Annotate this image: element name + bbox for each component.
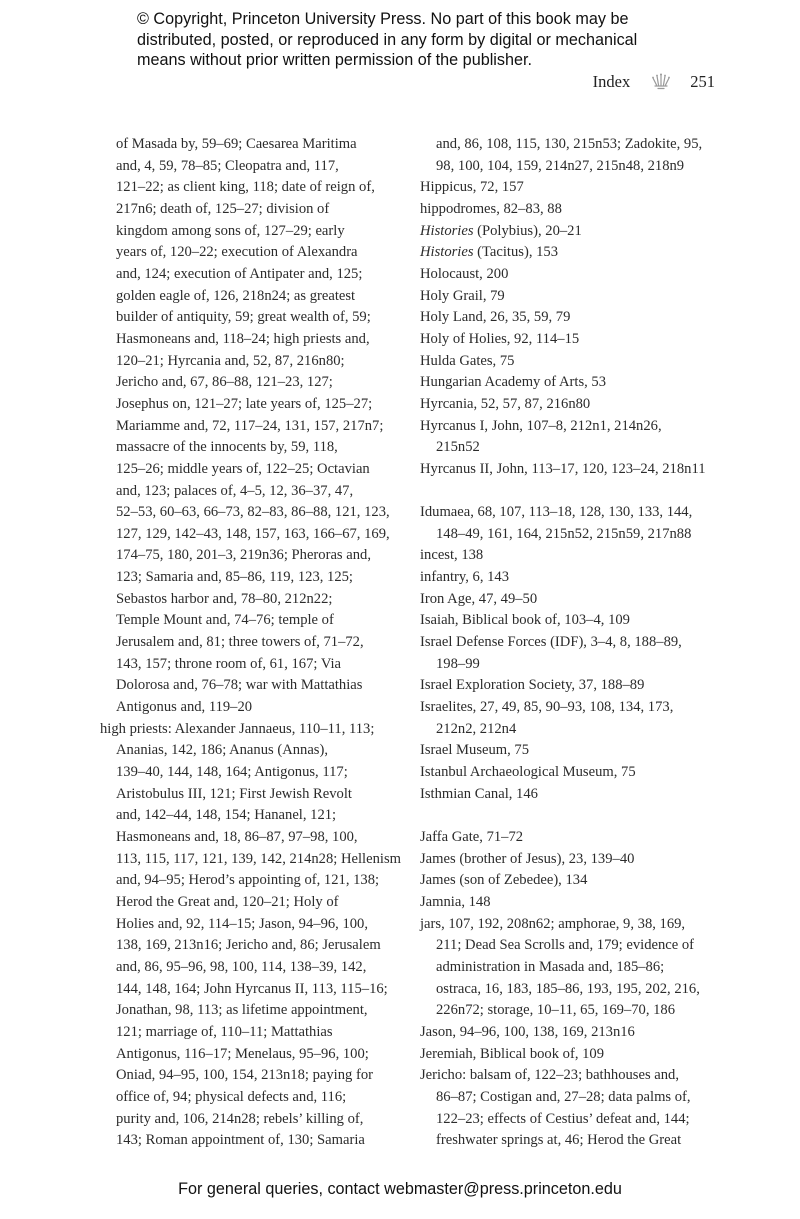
index-line: Jonathan, 98, 113; as lifetime appointment,	[116, 1002, 368, 1019]
index-entry	[420, 199, 720, 221]
index-entry	[420, 459, 720, 481]
index-line: and, 86, 95–96, 98, 100, 114, 138–39, 142,	[116, 958, 367, 975]
index-entry	[420, 784, 720, 806]
index-line: and, 94–95; Herod’s appointing of, 121, 138;	[116, 872, 380, 889]
index-line: of Masada by, 59–69; Caesarea Maritima	[116, 136, 357, 152]
index-heading: Israel Exploration Society, 37, 188–89	[420, 677, 645, 694]
index-entry	[420, 632, 720, 675]
index-line: ostraca, 16, 183, 185–86, 193, 195, 202, 216,	[436, 980, 700, 997]
index-heading: incest, 138	[420, 547, 484, 564]
index-group-j	[420, 827, 720, 1152]
index-entry	[420, 675, 720, 697]
index-line: Antigonus, 116–17; Menelaus, 95–96, 100;	[116, 1045, 369, 1062]
index-line: 122–23; effects of Cestius’ defeat and, 144;	[436, 1110, 690, 1127]
index-entry	[420, 307, 720, 329]
index-heading: Holocaust, 200	[420, 265, 509, 282]
index-heading: Holy Land, 26, 35, 59, 79	[420, 309, 571, 326]
index-entry	[420, 286, 720, 308]
index-line: Holies and, 92, 114–15; Jason, 94–96, 100,	[116, 915, 368, 932]
copyright-line: distributed, posted, or reproduced in any form by digital or mechanical	[137, 30, 638, 49]
index-heading: Hungarian Academy of Arts, 53	[420, 374, 607, 391]
copyright-line: © Copyright, Princeton University Press. No part of this book may be	[137, 10, 629, 28]
index-column-right	[420, 134, 720, 1152]
index-line: Temple Mount and, 74–76; temple of	[116, 612, 334, 629]
index-heading: Holy of Holies, 92, 114–15	[420, 330, 580, 347]
index-line: and, 4, 59, 78–85; Cleopatra and, 117,	[116, 157, 339, 174]
index-line: Hasmoneans and, 18, 86–87, 97–98, 100,	[116, 829, 358, 845]
index-heading: Hippicus, 72, 157	[420, 179, 524, 196]
index-line: 120–21; Hyrcania and, 52, 87, 216n80;	[116, 352, 345, 369]
index-entry	[420, 545, 720, 567]
running-head	[593, 72, 715, 92]
index-line: 123; Samaria and, 85–86, 119, 123, 125;	[116, 569, 353, 586]
index-line: 86–87; Costigan and, 27–28; data palms of,	[436, 1088, 691, 1105]
index-line: and, 124; execution of Antipater and, 125;	[116, 265, 363, 282]
index-line: 215n52	[436, 439, 480, 456]
index-line: 174–75, 180, 201–3, 219n36; Pheroras and,	[116, 547, 371, 564]
index-entry	[420, 697, 720, 740]
index-line: 125–26; middle years of, 122–25; Octavian	[116, 460, 370, 477]
copyright-line: means without prior written permission of the publisher.	[137, 51, 532, 69]
index-heading: Isaiah, Biblical book of, 103–4, 109	[420, 612, 630, 629]
index-line: Aristobulus III, 121; First Jewish Revolt	[116, 785, 352, 802]
index-entry	[420, 762, 720, 784]
index-line: massacre of the innocents by, 59, 118,	[116, 439, 338, 456]
index-line: Herod the Great and, 120–21; Holy of	[116, 893, 339, 910]
index-line: 143; Roman appointment of, 130; Samaria	[116, 1132, 365, 1149]
index-heading: Jaffa Gate, 71–72	[420, 828, 524, 845]
index-heading	[420, 242, 720, 264]
index-line: Ananias, 142, 186; Ananus (Annas),	[116, 742, 328, 759]
index-heading: Iron Age, 47, 49–50	[420, 590, 538, 607]
index-line: kingdom among sons of, 127–29; early	[116, 222, 345, 239]
index-line: Mariamme and, 72, 117–24, 131, 157, 217n7;	[116, 417, 384, 434]
letter-gap	[420, 481, 720, 503]
footer-contact: For general queries, contact webmaster@press.princeton.edu	[178, 1180, 622, 1198]
index-column-left	[100, 134, 410, 1152]
index-entry	[420, 264, 720, 286]
index-entry	[420, 589, 720, 611]
index-line: 52–53, 60–63, 66–73, 82–83, 86–88, 121, 123,	[116, 504, 390, 521]
index-heading: Istanbul Archaeological Museum, 75	[420, 764, 636, 781]
index-entry	[420, 242, 720, 264]
index-line: builder of antiquity, 59; great wealth of, 59;	[116, 309, 371, 326]
index-locators: (Polybius), 20–21	[473, 222, 582, 239]
index-heading	[420, 221, 720, 243]
index-line: Josephus on, 121–27; late years of, 125–27;	[116, 395, 373, 412]
index-heading: Hulda Gates, 75	[420, 352, 515, 369]
index-entry	[420, 177, 720, 199]
index-line: Oniad, 94–95, 100, 154, 213n18; paying for	[116, 1067, 373, 1084]
index-line: 138, 169, 213n16; Jericho and, 86; Jerusalem	[116, 937, 381, 954]
section-title: Index	[592, 72, 631, 91]
index-entry-herod-continued	[100, 134, 410, 719]
index-entry	[420, 1022, 720, 1044]
index-line: 148–49, 161, 164, 215n52, 215n59, 217n88	[436, 525, 692, 542]
index-entry	[420, 740, 720, 762]
index-heading: Jericho: balsam of, 122–23; bathhouses and,	[420, 1067, 679, 1084]
index-group-h	[420, 177, 720, 480]
index-entry-zadokite-continued	[420, 134, 720, 177]
index-line: golden eagle of, 126, 218n24; as greatest	[116, 287, 356, 304]
index-heading: infantry, 6, 143	[420, 569, 510, 586]
index-heading: James (son of Zebedee), 134	[420, 872, 588, 889]
index-heading: high priests: Alexander Jannaeus, 110–11, 113;	[100, 720, 375, 737]
index-heading: Israelites, 27, 49, 85, 90–93, 108, 134, 173,	[420, 699, 674, 716]
index-group-i	[420, 502, 720, 805]
index-entry	[420, 610, 720, 632]
index-line: 121; marriage of, 110–11; Mattathias	[116, 1023, 333, 1040]
index-entry	[420, 351, 720, 373]
index-line: and, 86, 108, 115, 130, 215n53; Zadokite, 95,	[436, 136, 703, 152]
index-line: and, 123; palaces of, 4–5, 12, 36–37, 47,	[116, 482, 354, 499]
index-entry	[420, 416, 720, 459]
index-line: freshwater springs at, 46; Herod the Great	[436, 1132, 682, 1149]
index-line: 121–22; as client king, 118; date of reign of,	[116, 179, 375, 196]
index-heading: jars, 107, 192, 208n62; amphorae, 9, 38, 169,	[420, 915, 686, 932]
page-number: 251	[690, 72, 715, 91]
index-line: 198–99	[436, 655, 480, 672]
index-entry	[420, 567, 720, 589]
index-entry	[420, 827, 720, 849]
index-line: Jericho and, 67, 86–88, 121–23, 127;	[116, 374, 333, 391]
index-heading: Israel Museum, 75	[420, 742, 530, 759]
index-entry-high-priests	[100, 719, 410, 1152]
index-entry	[420, 329, 720, 351]
index-line: 212n2, 212n4	[436, 720, 517, 737]
index-heading: Idumaea, 68, 107, 113–18, 128, 130, 133, 144,	[420, 504, 693, 521]
index-heading: Hyrcania, 52, 57, 87, 216n80	[420, 395, 591, 412]
index-line: 127, 129, 142–43, 148, 157, 163, 166–67, 169,	[116, 525, 390, 542]
copyright-notice	[137, 9, 697, 71]
index-heading: Jeremiah, Biblical book of, 109	[420, 1045, 605, 1062]
index-entry	[420, 372, 720, 394]
index-line: Hasmoneans and, 118–24; high priests and,	[116, 330, 370, 347]
index-line: 113, 115, 117, 121, 139, 142, 214n28; Hellenism	[116, 850, 401, 867]
index-line: Jerusalem and, 81; three towers of, 71–72,	[116, 634, 364, 651]
index-entry	[420, 1044, 720, 1066]
index-heading: Jamnia, 148	[420, 893, 491, 910]
index-line: Dolorosa and, 76–78; war with Mattathias	[116, 677, 363, 694]
index-heading: James (brother of Jesus), 23, 139–40	[420, 850, 635, 867]
index-line: years of, 120–22; execution of Alexandra	[116, 244, 358, 261]
index-entry	[420, 1065, 720, 1152]
letter-gap	[420, 805, 720, 827]
index-entry	[420, 849, 720, 871]
index-line: 226n72; storage, 10–11, 65, 169–70, 186	[436, 1002, 676, 1019]
index-line: administration in Masada and, 185–86;	[436, 958, 665, 975]
index-heading: Hyrcanus II, John, 113–17, 120, 123–24, 218n11	[420, 460, 706, 477]
index-heading: Israel Defense Forces (IDF), 3–4, 8, 188–89,	[420, 634, 682, 651]
index-entry	[420, 870, 720, 892]
index-heading: Jason, 94–96, 100, 138, 169, 213n16	[420, 1023, 635, 1040]
index-line: Sebastos harbor and, 78–80, 212n22;	[116, 590, 333, 607]
index-line: and, 142–44, 148, 154; Hananel, 121;	[116, 807, 337, 824]
index-entry	[420, 221, 720, 243]
index-heading: hippodromes, 82–83, 88	[420, 200, 562, 217]
index-line: 139–40, 144, 148, 164; Antigonus, 117;	[116, 764, 348, 781]
index-line: 98, 100, 104, 159, 214n27, 215n48, 218n9	[436, 157, 685, 174]
index-line: 144, 148, 164; John Hyrcanus II, 113, 115–16;	[116, 980, 388, 997]
index-line: office of, 94; physical defects and, 116;	[116, 1088, 347, 1105]
index-heading: Holy Grail, 79	[420, 287, 505, 304]
index-line: Antigonus and, 119–20	[116, 699, 253, 716]
index-heading: Hyrcanus I, John, 107–8, 212n1, 214n26,	[420, 417, 662, 434]
index-title-italic: Histories	[420, 222, 474, 239]
crown-icon	[650, 72, 672, 92]
index-entry	[420, 892, 720, 914]
index-entry	[420, 394, 720, 416]
index-line: 217n6; death of, 125–27; division of	[116, 200, 330, 217]
index-heading: Isthmian Canal, 146	[420, 785, 538, 802]
index-entry	[420, 502, 720, 545]
index-entry	[420, 914, 720, 1022]
index-title-italic: Histories	[420, 244, 474, 261]
index-line: 211; Dead Sea Scrolls and, 179; evidence of	[436, 937, 695, 954]
index-line: purity and, 106, 214n28; rebels’ killing of,	[116, 1110, 364, 1127]
index-locators: (Tacitus), 153	[473, 244, 559, 261]
index-line: 143, 157; throne room of, 61, 167; Via	[116, 655, 342, 672]
